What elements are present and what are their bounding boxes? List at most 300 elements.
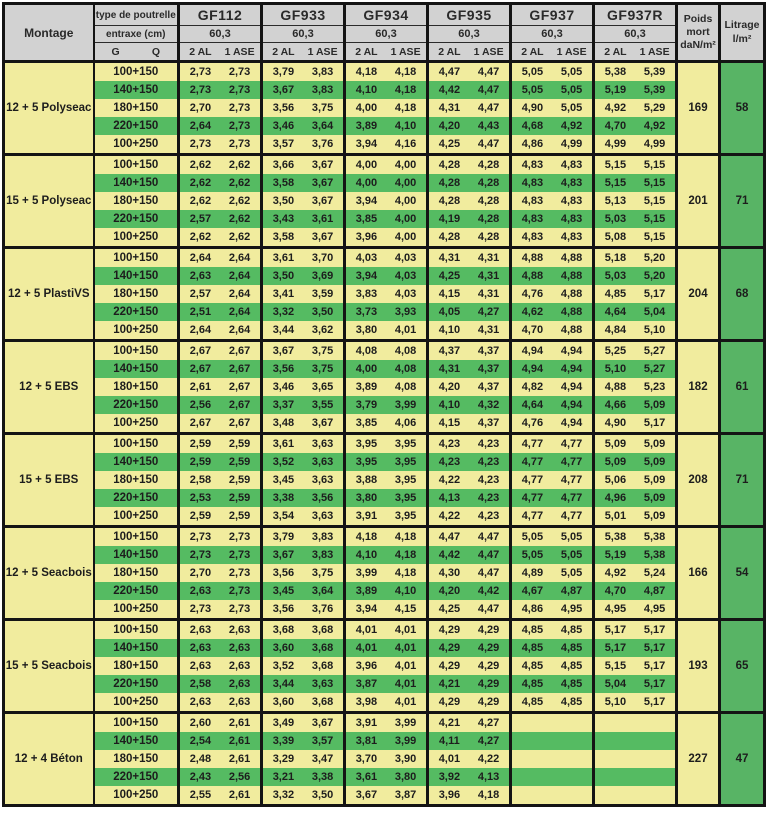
gq-value: 180+150 — [94, 471, 179, 489]
value: 3,56 — [272, 567, 295, 579]
value: 3,75 — [311, 363, 334, 375]
value: 4,88 — [560, 288, 583, 300]
value: 5,03 — [604, 213, 627, 225]
value: 4,83 — [521, 159, 544, 171]
value: 4,15 — [438, 417, 461, 429]
value-pair-cell — [262, 600, 345, 620]
value-pair-cell — [345, 639, 428, 657]
table-row — [4, 564, 765, 582]
value: 4,85 — [521, 642, 544, 654]
value: 4,28 — [438, 231, 461, 243]
value-pair-cell — [594, 285, 677, 303]
value: 5,15 — [643, 231, 666, 243]
value-pair-cell — [511, 713, 594, 733]
gf934-entraxe: 60,3 — [345, 26, 428, 43]
value-pair-cell — [179, 414, 262, 434]
value: 4,08 — [394, 381, 417, 393]
value: 4,76 — [521, 288, 544, 300]
value: 5,15 — [643, 159, 666, 171]
gq-value: 220+150 — [94, 303, 179, 321]
value: 2,73 — [189, 138, 212, 150]
value: 4,77 — [521, 492, 544, 504]
value: 4,27 — [477, 306, 500, 318]
value: 2,64 — [189, 120, 212, 132]
value: 2,67 — [189, 345, 212, 357]
gq-value: 220+150 — [94, 117, 179, 135]
value: 4,83 — [521, 213, 544, 225]
value: 3,96 — [438, 789, 461, 801]
value: 4,03 — [394, 252, 417, 264]
value: 2,73 — [228, 567, 251, 579]
ase1-label: 1 ASE — [639, 45, 670, 58]
montage-label: 12 + 5 Polyseac — [4, 62, 94, 155]
value: 4,37 — [438, 345, 461, 357]
value: 4,11 — [439, 735, 460, 747]
value: 3,60 — [272, 696, 295, 708]
value: 4,94 — [560, 381, 583, 393]
value-pair-cell — [594, 768, 677, 786]
value: 5,19 — [604, 549, 627, 561]
value: 2,59 — [228, 510, 251, 522]
header-row-2 — [4, 26, 765, 43]
value-pair-cell — [262, 564, 345, 582]
value: 5,09 — [643, 474, 666, 486]
gf933-header: GF933 — [262, 4, 345, 26]
poids-mort-label: Poids mort — [683, 12, 713, 38]
value: 4,27 — [477, 717, 500, 729]
value: 2,73 — [228, 531, 251, 543]
poids-value: 193 — [677, 620, 720, 713]
value: 3,73 — [355, 306, 378, 318]
value: 4,37 — [477, 417, 500, 429]
value: 3,68 — [272, 624, 295, 636]
table-row — [4, 693, 765, 713]
litrage-value: 71 — [720, 155, 765, 248]
value: 4,00 — [355, 177, 378, 189]
value-pair-cell — [179, 600, 262, 620]
gq-value: 140+150 — [94, 639, 179, 657]
value: 4,86 — [521, 138, 544, 150]
value: 2,73 — [189, 66, 212, 78]
value-pair-cell — [511, 285, 594, 303]
value-pair-cell — [428, 341, 511, 361]
litrage-value: 71 — [720, 434, 765, 527]
value: 4,96 — [604, 492, 627, 504]
value: 3,46 — [272, 381, 295, 393]
montage-label: 15 + 5 Seacbois — [4, 620, 94, 713]
value: 4,10 — [394, 585, 417, 597]
value: 4,22 — [438, 474, 461, 486]
value: 5,05 — [560, 84, 583, 96]
value: 2,57 — [189, 213, 212, 225]
value-pair-cell — [179, 434, 262, 454]
value-pair-cell — [511, 471, 594, 489]
value: 3,96 — [355, 231, 378, 243]
value: 5,01 — [604, 510, 627, 522]
litrage-label: Litrage — [724, 19, 760, 32]
value-pair-cell — [179, 471, 262, 489]
table-row — [4, 303, 765, 321]
value-pair-cell — [179, 360, 262, 378]
montage-group — [4, 713, 765, 806]
litrage-value: 54 — [720, 527, 765, 620]
value: 4,47 — [477, 549, 500, 561]
table-row — [4, 192, 765, 210]
value: 4,83 — [560, 231, 583, 243]
value: 2,62 — [228, 177, 251, 189]
value: 4,22 — [477, 753, 500, 765]
value: 3,89 — [355, 585, 378, 597]
gf112-header: GF112 — [179, 4, 262, 26]
value: 4,83 — [560, 159, 583, 171]
value-pair-cell — [428, 786, 511, 806]
value: 3,62 — [311, 324, 334, 336]
value-pair-cell — [345, 117, 428, 135]
poids-value: 208 — [677, 434, 720, 527]
value: 2,62 — [189, 195, 212, 207]
value: 2,67 — [189, 417, 212, 429]
value: 4,05 — [438, 306, 461, 318]
value: 3,70 — [355, 753, 378, 765]
value-pair-cell — [345, 471, 428, 489]
value: 2,59 — [228, 492, 251, 504]
value: 4,83 — [521, 195, 544, 207]
gf935-entraxe: 60,3 — [428, 26, 511, 43]
value-pair-cell — [345, 750, 428, 768]
value: 4,23 — [477, 492, 500, 504]
value: 3,63 — [311, 510, 334, 522]
value: 3,61 — [355, 771, 378, 783]
value: 3,52 — [272, 456, 295, 468]
value-pair-cell — [179, 786, 262, 806]
value: 5,17 — [643, 696, 666, 708]
value: 3,68 — [311, 696, 334, 708]
gq-value: 220+150 — [94, 582, 179, 600]
value: 5,18 — [604, 252, 627, 264]
value: 5,38 — [604, 66, 627, 78]
value: 4,08 — [394, 345, 417, 357]
value: 5,13 — [604, 195, 627, 207]
value: 4,19 — [438, 213, 461, 225]
poids-value: 227 — [677, 713, 720, 806]
value: 3,67 — [272, 549, 295, 561]
value: 3,93 — [394, 306, 417, 318]
poids-value: 204 — [677, 248, 720, 341]
value-pair-cell — [511, 81, 594, 99]
value-pair-cell — [179, 693, 262, 713]
poids-value: 166 — [677, 527, 720, 620]
value: 2,64 — [189, 324, 212, 336]
table-row — [4, 267, 765, 285]
value-pair-cell — [179, 135, 262, 155]
value: 3,96 — [355, 660, 378, 672]
value: 2,62 — [189, 159, 212, 171]
value: 4,77 — [521, 510, 544, 522]
value-pair-cell — [262, 414, 345, 434]
table-row — [4, 341, 765, 361]
value-pair-cell — [511, 99, 594, 117]
value: 2,61 — [228, 753, 251, 765]
table-row — [4, 434, 765, 454]
value-pair-cell — [262, 693, 345, 713]
value: 3,90 — [394, 753, 417, 765]
value-pair-cell — [262, 285, 345, 303]
value-pair-cell — [262, 81, 345, 99]
value-pair-cell — [262, 303, 345, 321]
value-pair-cell — [345, 786, 428, 806]
value-pair-cell — [594, 489, 677, 507]
value: 4,37 — [477, 363, 500, 375]
table-row — [4, 786, 765, 806]
value: 4,77 — [521, 438, 544, 450]
gq-value: 100+250 — [94, 135, 179, 155]
value: 4,87 — [643, 585, 666, 597]
table-row — [4, 99, 765, 117]
value: 4,31 — [438, 363, 461, 375]
gf935-subcols — [428, 43, 511, 62]
value: 4,77 — [521, 456, 544, 468]
value: 5,17 — [604, 642, 627, 654]
value: 4,23 — [477, 438, 500, 450]
table-header — [4, 4, 765, 62]
value: 4,10 — [438, 324, 461, 336]
value: 2,64 — [189, 252, 212, 264]
value-pair-cell — [428, 600, 511, 620]
value: 4,68 — [521, 120, 544, 132]
value-pair-cell — [345, 489, 428, 507]
value-pair-cell — [594, 713, 677, 733]
value: 4,77 — [560, 474, 583, 486]
value-pair-cell — [511, 564, 594, 582]
montage-group — [4, 341, 765, 434]
value: 4,31 — [438, 102, 461, 114]
value: 3,91 — [355, 510, 378, 522]
value: 5,17 — [643, 660, 666, 672]
value-pair-cell — [262, 378, 345, 396]
gq-value: 220+150 — [94, 210, 179, 228]
value: 4,85 — [560, 678, 583, 690]
value-pair-cell — [345, 713, 428, 733]
value-pair-cell — [428, 414, 511, 434]
value-pair-cell — [428, 582, 511, 600]
al2-label: 2 AL — [189, 45, 212, 58]
value-pair-cell — [179, 62, 262, 82]
value: 5,04 — [643, 306, 666, 318]
value: 4,03 — [355, 252, 378, 264]
value-pair-cell — [428, 396, 511, 414]
value: 4,70 — [604, 585, 627, 597]
value-pair-cell — [511, 639, 594, 657]
gq-value: 180+150 — [94, 285, 179, 303]
gq-value: 100+250 — [94, 507, 179, 527]
gq-value: 220+150 — [94, 396, 179, 414]
gq-value: 140+150 — [94, 546, 179, 564]
value: 4,29 — [477, 642, 500, 654]
value-pair-cell — [428, 713, 511, 733]
value: 3,21 — [272, 771, 295, 783]
value-pair-cell — [345, 135, 428, 155]
value-pair-cell — [262, 489, 345, 507]
value: 2,67 — [228, 363, 251, 375]
value-pair-cell — [428, 303, 511, 321]
value-pair-cell — [345, 434, 428, 454]
value: 2,64 — [228, 270, 251, 282]
montage-group — [4, 620, 765, 713]
value-pair-cell — [179, 155, 262, 175]
value: 2,63 — [189, 642, 212, 654]
value-pair-cell — [428, 210, 511, 228]
value-pair-cell — [594, 321, 677, 341]
table-row — [4, 396, 765, 414]
value-pair-cell — [511, 750, 594, 768]
value: 2,64 — [228, 252, 251, 264]
value: 2,62 — [228, 159, 251, 171]
value-pair-cell — [511, 732, 594, 750]
value-pair-cell — [179, 210, 262, 228]
value: 4,37 — [477, 345, 500, 357]
value-pair-cell — [262, 62, 345, 82]
value: 4,64 — [521, 399, 544, 411]
value-pair-cell — [262, 639, 345, 657]
value-pair-cell — [511, 360, 594, 378]
value-pair-cell — [594, 192, 677, 210]
value: 3,67 — [311, 717, 334, 729]
gq-value: 140+150 — [94, 453, 179, 471]
value-pair-cell — [511, 600, 594, 620]
value-pair-cell — [511, 453, 594, 471]
value: 3,85 — [355, 417, 378, 429]
value: 2,63 — [228, 624, 251, 636]
value: 2,73 — [228, 549, 251, 561]
value: 4,84 — [604, 324, 627, 336]
value: 4,42 — [477, 585, 500, 597]
value: 5,05 — [521, 66, 544, 78]
value: 4,00 — [394, 213, 417, 225]
value-pair-cell — [179, 453, 262, 471]
value-pair-cell — [179, 117, 262, 135]
value: 4,21 — [438, 678, 461, 690]
value-pair-cell — [179, 675, 262, 693]
value-pair-cell — [179, 582, 262, 600]
value-pair-cell — [428, 155, 511, 175]
value: 4,13 — [477, 771, 500, 783]
value-pair-cell — [594, 248, 677, 268]
value-pair-cell — [262, 248, 345, 268]
table-row — [4, 527, 765, 547]
value-pair-cell — [428, 228, 511, 248]
value: 5,20 — [643, 270, 666, 282]
value: 3,67 — [311, 177, 334, 189]
table-row — [4, 675, 765, 693]
value: 3,75 — [311, 345, 334, 357]
value: 4,00 — [394, 195, 417, 207]
value-pair-cell — [345, 453, 428, 471]
value: 3,37 — [272, 399, 295, 411]
gf937-subcols — [511, 43, 594, 62]
value: 4,23 — [477, 474, 500, 486]
value: 2,73 — [189, 549, 212, 561]
value: 4,64 — [604, 306, 627, 318]
value-pair-cell — [179, 620, 262, 640]
value: 3,95 — [394, 456, 417, 468]
value: 4,23 — [438, 438, 461, 450]
value-pair-cell — [262, 768, 345, 786]
value: 4,10 — [355, 84, 378, 96]
value: 4,77 — [560, 510, 583, 522]
value: 3,56 — [272, 102, 295, 114]
value: 4,18 — [394, 567, 417, 579]
value: 4,89 — [521, 567, 544, 579]
value-pair-cell — [345, 600, 428, 620]
value: 4,42 — [438, 84, 461, 96]
value: 4,95 — [643, 603, 666, 615]
value-pair-cell — [262, 750, 345, 768]
value: 3,67 — [272, 345, 295, 357]
value: 5,09 — [643, 510, 666, 522]
value: 4,77 — [521, 474, 544, 486]
value-pair-cell — [511, 62, 594, 82]
table-row — [4, 135, 765, 155]
value: 4,88 — [560, 252, 583, 264]
value: 3,98 — [355, 696, 378, 708]
value-pair-cell — [179, 639, 262, 657]
value: 5,10 — [604, 696, 627, 708]
value: 3,95 — [355, 456, 378, 468]
value: 3,61 — [272, 252, 295, 264]
value: 3,81 — [355, 735, 378, 747]
value: 2,59 — [228, 474, 251, 486]
value: 4,85 — [560, 642, 583, 654]
value: 4,15 — [394, 603, 417, 615]
gq-value: 100+150 — [94, 713, 179, 733]
value: 4,70 — [604, 120, 627, 132]
value-pair-cell — [262, 527, 345, 547]
value: 2,67 — [228, 345, 251, 357]
value: 2,70 — [189, 567, 212, 579]
value-pair-cell — [345, 267, 428, 285]
value: 4,76 — [521, 417, 544, 429]
value: 4,47 — [477, 102, 500, 114]
value: 5,09 — [643, 456, 666, 468]
value-pair-cell — [511, 192, 594, 210]
value: 4,10 — [394, 120, 417, 132]
value: 2,64 — [228, 288, 251, 300]
value: 2,73 — [228, 138, 251, 150]
value: 4,31 — [477, 288, 500, 300]
value: 3,68 — [311, 642, 334, 654]
table-row — [4, 657, 765, 675]
gq-value: 100+150 — [94, 248, 179, 268]
value: 4,85 — [560, 624, 583, 636]
gf937-entraxe: 60,3 — [511, 26, 594, 43]
gq-value: 100+150 — [94, 620, 179, 640]
gf933-entraxe: 60,3 — [262, 26, 345, 43]
value: 3,95 — [394, 474, 417, 486]
value: 3,50 — [272, 195, 295, 207]
value: 4,85 — [560, 696, 583, 708]
value: 3,32 — [272, 789, 295, 801]
value-pair-cell — [345, 303, 428, 321]
value: 5,05 — [521, 549, 544, 561]
montage-label: 15 + 5 Polyseac — [4, 155, 94, 248]
value: 4,03 — [394, 270, 417, 282]
value: 2,67 — [228, 399, 251, 411]
poids-mort-header — [677, 4, 720, 62]
value-pair-cell — [345, 396, 428, 414]
value: 3,95 — [355, 438, 378, 450]
value: 4,28 — [477, 195, 500, 207]
value-pair-cell — [594, 434, 677, 454]
